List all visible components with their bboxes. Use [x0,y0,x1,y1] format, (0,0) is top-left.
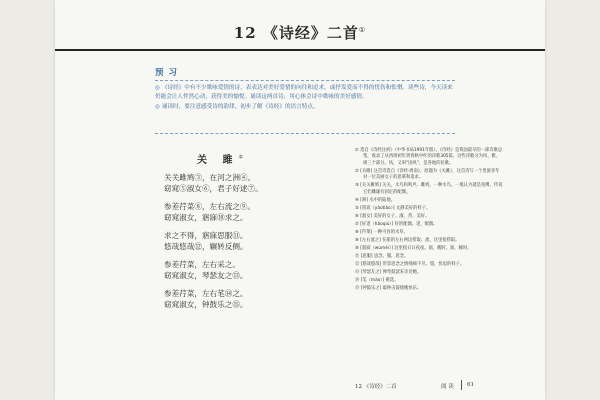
poem-stanza [164,288,324,310]
section-label: 阅 读 [441,384,454,390]
footnote: ⑭ [芼（mào）] 挑选。 [355,277,399,283]
footnote: ⑥ [淑女] 美好的女子。淑，善，美好。 [355,213,430,219]
preview-item [155,84,455,102]
poem-line: 窈窕淑女，寤寐⑩求之。 [164,213,248,222]
footnote: ④ [洲] 水中的陆地。 [355,197,396,203]
bullet-icon: ◎ [155,85,160,91]
poem-stanza [164,172,324,194]
footnote: ⑦ [好逑（hǎoqiú）] 好的配偶。逑，配偶。 [355,221,438,227]
textbook-page [55,0,545,400]
footnote: ⑧ [荇菜] 一种可食的水草。 [355,229,408,235]
poem-stanza [164,201,324,223]
preview-item-text: 诵读时，要注意感受诗的韵律，初步了解《诗经》的语言特点。 [161,104,319,110]
footnote: ⑮ [钟鼓乐之] 敲钟击鼓使她快乐。 [355,285,422,291]
title-divider [55,49,545,51]
preview-label: 预 习 [155,68,178,78]
footnote: ⑨ [左右流之] 在船的左右两边捞取。流，这里指捞取。 [355,237,460,243]
poem-line: 参差荇菜⑧，左右流之⑨。 [164,202,256,211]
poem-line: 参差荇菜，左右芼⑭之。 [164,289,248,298]
page-number: 61 [467,382,474,388]
footnote: ⑫ [悠哉悠哉] 形容思念之情绵绵不尽。悠，忧思的样子。 [355,261,465,267]
footnote: ③ [关关雎鸠] 关关，水鸟和鸣声。雎鸠，一种水鸟，一般认为就是鱼鹰，传说它们雌雄有固定的配偶。 [355,183,503,195]
poem-title [197,151,243,166]
poem-line: 窈窕淑女，钟鼓乐之⑮。 [164,300,248,309]
footnote: ⑪ [思服] 思念。服，思念。 [355,253,409,259]
poem-line: 窈窕淑女，琴瑟友之⑬。 [164,271,248,280]
preview-item-text: 《诗经》中有不少歌咏爱情的诗，表表达对美好爱情的向往和追求，或抒发爱而不得的忧伤和怅惘。读些诗，今天读来仍能会让人怦然心动，获得美的愉悦。诵读这两首诗，用心体会诗中歌咏的美好感情。 [155,85,453,100]
running-head: 12 《诗经》二首 [355,384,397,390]
poem-line: 悠哉悠哉⑫，辗转反侧。 [164,242,248,251]
footnote: ⑬ [琴瑟友之] 弹琴鼓瑟来亲近她。 [355,269,422,275]
footnote: ② [关雎] 这首诗选自《诗经·周南》，原题为《关雎》，这首诗写一个贵族青年对一位美丽女子的思慕和追求。 [355,168,500,181]
chapter-title-text: 12 《诗经》二首 [233,24,359,42]
poem-line: 参差荇菜，左右采之。 [164,260,240,269]
footnotes [355,148,503,294]
preview-section [155,80,455,134]
bullet-icon: ◎ [155,104,160,110]
poem-title-note-mark: ② [238,154,243,161]
footnote: ① 选自《诗经注析》（中华书局1991年版）。《诗经》是我国最早的一部诗歌总集，收录了从西周初年到春秋中叶的诗歌305篇，这些诗歌分为风、雅、颂三个部分。风，又叫“国风”，是各地的民歌。 [355,148,503,166]
poem-line: 窈窕⑤淑女⑥，君子好逑⑦。 [164,184,263,193]
poem-body [164,172,324,317]
footnote: ⑩ [寤寐（wùmèi）] 这里指日日夜夜。寤，醒时。寐，睡时。 [355,245,472,251]
preview-item [155,103,455,112]
footer-divider [461,380,462,390]
footnote: ⑤ [窈窕（yǎotiǎo）] 文静美好的样子。 [355,205,431,211]
poem-line: 关关雎鸠③，在河之洲④。 [164,173,256,182]
poem-title-text: 关 雎 [197,155,239,166]
poem-stanza [164,230,324,252]
poem-line: 求之不得，寤寐思服⑪。 [164,231,248,240]
poem-stanza [164,259,324,281]
chapter-title-note-mark: ① [358,26,367,34]
chapter-title [55,22,545,43]
